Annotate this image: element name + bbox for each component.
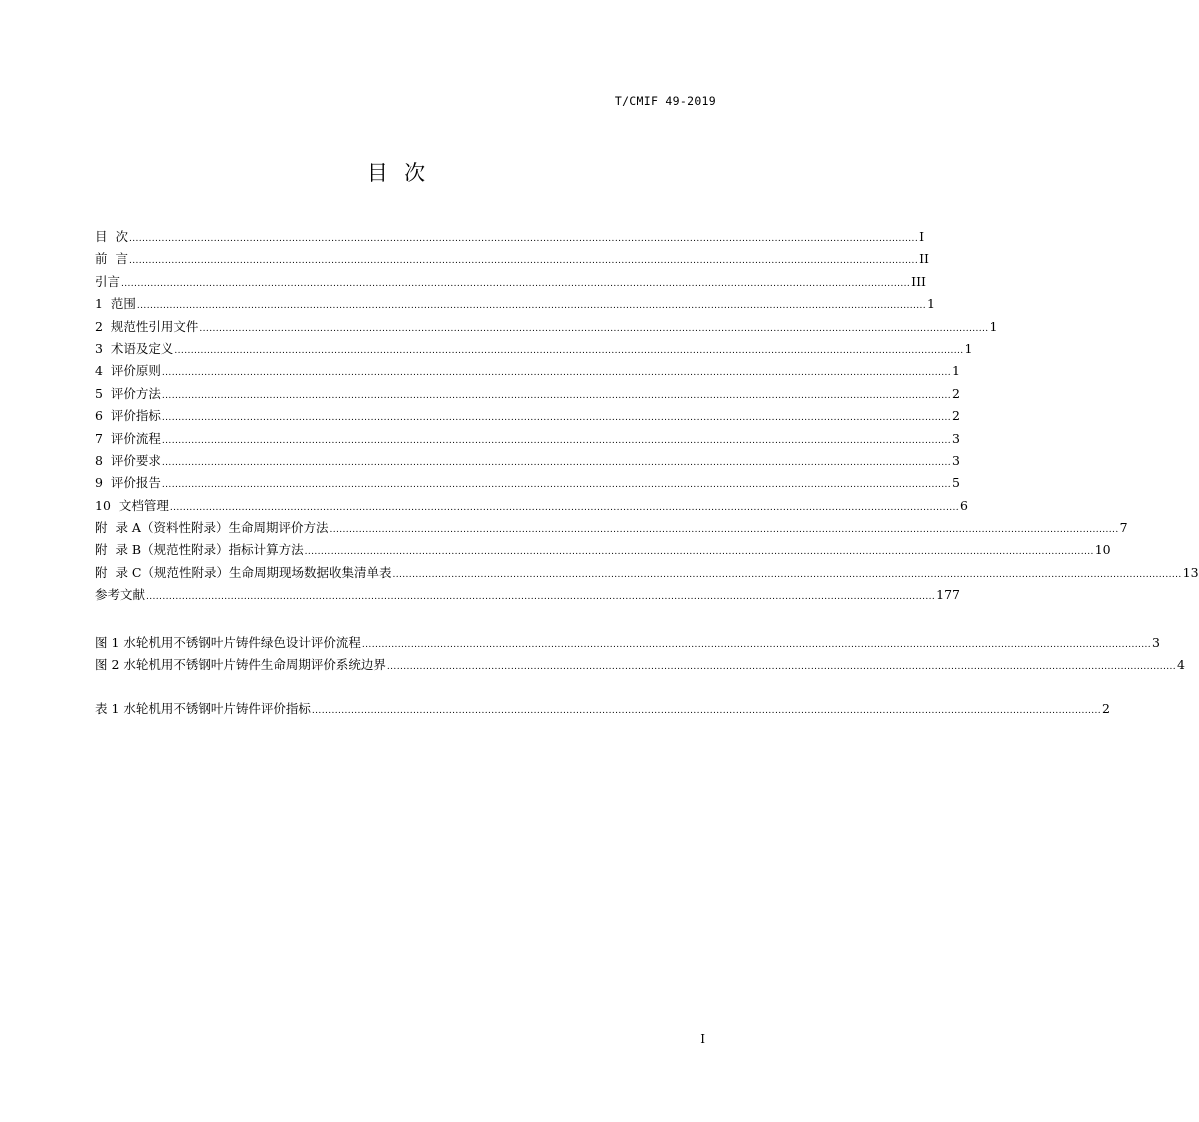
toc-entry-label: 1 范围 bbox=[95, 296, 136, 312]
toc-entry-label: 3 术语及定义 bbox=[95, 340, 174, 356]
toc-entry-document-management[interactable] bbox=[95, 495, 968, 517]
toc-entry-page: 7 bbox=[1119, 520, 1128, 536]
toc-entry-contents[interactable] bbox=[95, 226, 925, 248]
toc-entry-evaluation-requirements[interactable] bbox=[95, 450, 960, 472]
figure-entry-2[interactable] bbox=[95, 654, 1185, 676]
toc-entry-page: 1 bbox=[964, 340, 973, 356]
toc-entry-terms-definitions[interactable] bbox=[95, 338, 973, 360]
toc-entry-page: 1 bbox=[952, 363, 960, 379]
toc-entry-bibliography[interactable] bbox=[95, 584, 960, 606]
dot-leader: .................................................................................................................................................................................................................................................. bbox=[169, 502, 959, 513]
toc-entry-page: II bbox=[919, 251, 929, 267]
toc-entry-label: 4 评价原则 bbox=[95, 363, 161, 379]
toc-entry-appendix-a[interactable] bbox=[95, 517, 1128, 539]
dot-leader: .................................................................................................................................................................................................................................................. bbox=[304, 547, 1094, 558]
figure-entry-page: 3 bbox=[1152, 635, 1160, 650]
toc-entry-label: 2 规范性引用文件 bbox=[95, 318, 199, 334]
toc-entry-page: 10 bbox=[1094, 542, 1111, 558]
toc-entry-appendix-c[interactable] bbox=[95, 562, 1199, 584]
toc-entry-label: 目 次 bbox=[95, 229, 128, 244]
page-title: 目 次 bbox=[366, 161, 427, 185]
toc-entry-page: 6 bbox=[959, 497, 968, 513]
toc-entry-label: 9 评价报告 bbox=[95, 475, 161, 491]
toc-entry-page: 177 bbox=[936, 587, 960, 603]
toc-entry-page: 1 bbox=[989, 318, 998, 334]
toc-entry-scope[interactable] bbox=[95, 293, 935, 315]
dot-leader: .................................................................................................................................................................................................................................................. bbox=[392, 569, 1182, 580]
toc-entry-label: 前 言 bbox=[95, 251, 128, 267]
toc-entry-label: 8 评价要求 bbox=[95, 452, 161, 468]
dot-leader: .................................................................................................................................................................................................................................................. bbox=[128, 234, 919, 244]
dot-leader: .................................................................................................................................................................................................................................................. bbox=[161, 457, 952, 468]
toc-entry-label: 引言 bbox=[95, 273, 121, 289]
toc-entry-label: 5 评价方法 bbox=[95, 385, 161, 401]
toc-entry-label: 10 文档管理 bbox=[95, 497, 169, 513]
dot-leader: .................................................................................................................................................................................................................................................. bbox=[136, 301, 927, 312]
dot-leader: .................................................................................................................................................................................................................................................. bbox=[128, 256, 919, 267]
toc-entry-page: 2 bbox=[952, 408, 960, 424]
toc-entry-label: 6 评价指标 bbox=[95, 408, 161, 424]
document-code: T/CMIF 49-2019 bbox=[614, 94, 716, 108]
toc-entry-normative-references[interactable] bbox=[95, 316, 998, 338]
dot-leader: .................................................................................................................................................................................................................................................. bbox=[199, 323, 989, 334]
toc-entry-page: 3 bbox=[952, 452, 960, 468]
toc-entry-page: I bbox=[919, 229, 925, 244]
toc-entry-page: 13 bbox=[1182, 564, 1199, 580]
toc-entry-label: 附 录 C（规范性附录）生命周期现场数据收集清单表 bbox=[95, 564, 392, 580]
toc-entry-evaluation-methods[interactable] bbox=[95, 383, 960, 405]
dot-leader: .................................................................................................................................................................................................................................................. bbox=[161, 390, 952, 401]
toc-entry-label: 附 录 B（规范性附录）指标计算方法 bbox=[95, 542, 304, 558]
toc-entry-page: 2 bbox=[952, 385, 960, 401]
toc-entry-evaluation-process[interactable] bbox=[95, 428, 960, 450]
toc-entry-label: 7 评价流程 bbox=[95, 430, 161, 446]
toc-entry-foreword[interactable] bbox=[95, 248, 929, 270]
toc-entry-label: 附 录 A（资料性附录）生命周期评价方法 bbox=[95, 520, 329, 536]
toc-entry-introduction[interactable] bbox=[95, 271, 926, 293]
toc-list bbox=[95, 226, 1199, 607]
dot-leader: .................................................................................................................................................................................................................................................. bbox=[329, 525, 1119, 536]
figure-entry-1[interactable] bbox=[95, 632, 1160, 654]
toc-entry-page: 1 bbox=[927, 296, 935, 312]
toc-entry-appendix-b[interactable] bbox=[95, 539, 1111, 561]
toc-entry-page: III bbox=[911, 273, 926, 289]
dot-leader: .................................................................................................................................................................................................................................................. bbox=[161, 435, 952, 446]
dot-leader: .................................................................................................................................................................................................................................................. bbox=[161, 368, 952, 379]
dot-leader: .................................................................................................................................................................................................................................................. bbox=[174, 345, 964, 356]
dot-leader: .................................................................................................................................................................................................................................................. bbox=[361, 640, 1152, 650]
table-entry-1[interactable] bbox=[95, 698, 1110, 720]
figure-list bbox=[95, 632, 1185, 677]
toc-entry-evaluation-principles[interactable] bbox=[95, 360, 960, 382]
table-entry-label: 表 1 水轮机用不锈钢叶片铸件评价指标 bbox=[95, 701, 311, 716]
table-list bbox=[95, 698, 1110, 720]
toc-entry-evaluation-report[interactable] bbox=[95, 472, 960, 494]
page-number: I bbox=[700, 1032, 705, 1046]
toc-entry-page: 3 bbox=[952, 430, 960, 446]
dot-leader: .................................................................................................................................................................................................................................................. bbox=[161, 480, 952, 491]
toc-entry-page: 5 bbox=[952, 475, 960, 491]
dot-leader: .................................................................................................................................................................................................................................................. bbox=[386, 662, 1177, 673]
dot-leader: .................................................................................................................................................................................................................................................. bbox=[146, 592, 936, 603]
figure-entry-page: 4 bbox=[1177, 657, 1185, 673]
dot-leader: .................................................................................................................................................................................................................................................. bbox=[161, 413, 952, 424]
dot-leader: .................................................................................................................................................................................................................................................. bbox=[121, 278, 911, 289]
figure-entry-label: 图 1 水轮机用不锈钢叶片铸件绿色设计评价流程 bbox=[95, 635, 361, 650]
table-entry-page: 2 bbox=[1102, 701, 1110, 716]
dot-leader: .................................................................................................................................................................................................................................................. bbox=[311, 706, 1102, 716]
figure-entry-label: 图 2 水轮机用不锈钢叶片铸件生命周期评价系统边界 bbox=[95, 657, 386, 673]
toc-entry-label: 参考文献 bbox=[95, 587, 146, 603]
toc-entry-evaluation-indicators[interactable] bbox=[95, 405, 960, 427]
